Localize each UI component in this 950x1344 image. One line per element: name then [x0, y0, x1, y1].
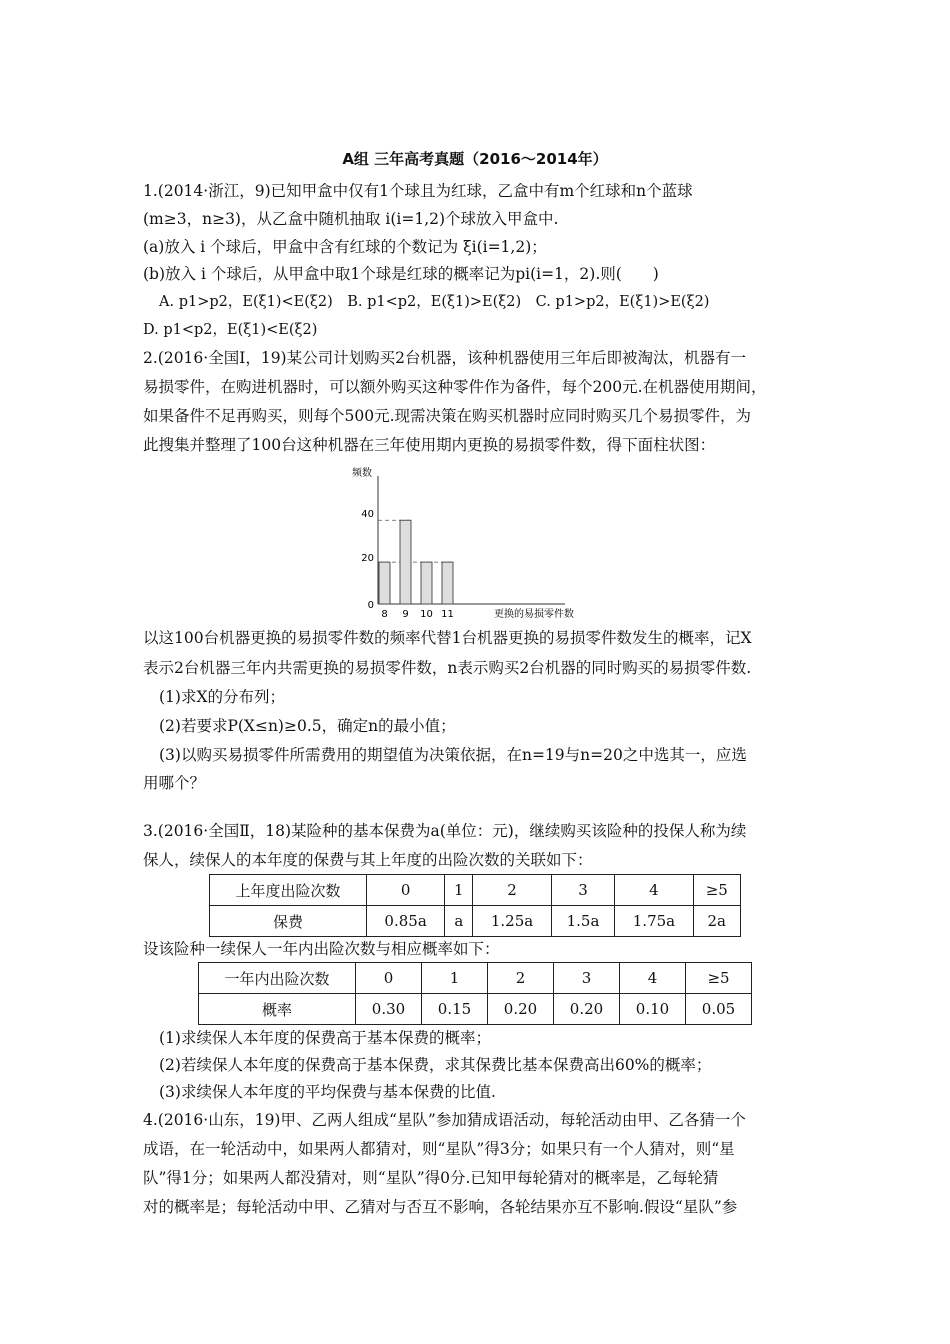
q2-sub-2: (2)若要求P(X≤n)≥0.5，确定n的最小值； — [159, 717, 456, 735]
table-cell: 0.10 — [620, 994, 686, 1025]
y-tick-0: 0 — [367, 600, 374, 611]
table-cell: 4 — [615, 875, 693, 906]
table-cell: ≥5 — [686, 963, 752, 994]
x-tick-11: 11 — [441, 609, 454, 620]
table-row — [199, 994, 752, 1025]
q2-sub-1: (1)求X的分布列； — [159, 688, 285, 706]
table-cell: 上年度出险次数 — [210, 875, 367, 906]
table-cell: 3 — [554, 963, 620, 994]
q2-sub-3-cont: 用哪个？ — [143, 774, 206, 792]
q3-mid-text: 设该险种一续保人一年内出险次数与相应概率如下： — [143, 940, 500, 958]
x-tick-8: 8 — [381, 609, 388, 620]
x-axis-label: 更换的易损零件数 — [494, 609, 574, 620]
table-cell: 保费 — [210, 906, 367, 937]
x-tick-10: 10 — [420, 609, 433, 620]
table-row — [199, 963, 752, 994]
bar-9 — [400, 520, 411, 604]
bar-chart — [330, 462, 630, 624]
q1-line-4: (b)放入 i 个球后，从甲盒中取1个球是红球的概率记为pi(i=1，2).则( ) — [143, 265, 659, 283]
table-cell: a — [445, 906, 473, 937]
q1-options-abc: A. p1>p2，E(ξ1)<E(ξ2) B. p1<p2，E(ξ1)>E(ξ2) C. p1>p2，E(ξ1)>E(ξ2) — [159, 294, 710, 310]
q1-line-3: (a)放入 i 个球后，甲盒中含有红球的个数记为 ξi(i=1,2)； — [143, 238, 547, 256]
q3-line-2: 保人，续保人的本年度的保费与其上年度的出险次数的关联如下： — [143, 851, 593, 869]
table-cell: 2 — [473, 875, 551, 906]
table-cell: 0.30 — [356, 994, 422, 1025]
table-cell: 0 — [356, 963, 422, 994]
table-cell: 1.25a — [473, 906, 551, 937]
table-cell: 1.5a — [551, 906, 615, 937]
table-cell: 1 — [422, 963, 488, 994]
q4-line-3: 队”得1分；如果两人都没猜对，则“星队”得0分.已知甲每轮猜对的概率是，乙每轮猜 — [143, 1169, 719, 1187]
x-tick-9: 9 — [402, 609, 409, 620]
table-cell: ≥5 — [693, 875, 740, 906]
q2-line-3: 如果备件不足再购买，则每个500元.现需决策在购买机器时应同时购买几个易损零件，为 — [143, 407, 752, 425]
q4-line-2: 成语，在一轮活动中，如果两人都猜对，则“星队”得3分；如果只有一个人猜对，则“星 — [143, 1140, 735, 1158]
table-cell: 一年内出险次数 — [199, 963, 356, 994]
y-tick-20: 20 — [361, 553, 374, 564]
q2-line-4: 此搜集并整理了100台这种机器在三年使用期内更换的易损零件数，得下面柱状图： — [143, 436, 716, 454]
q1-line-1: 1.(2014·浙江，9)已知甲盒中仅有1个球且为红球，乙盒中有m个红球和n个蓝球 — [143, 182, 693, 200]
q2-sub-3: (3)以购买易损零件所需费用的期望值为决策依据，在n=19与n=20之中选其一，应选 — [159, 746, 747, 764]
table-cell: 0.15 — [422, 994, 488, 1025]
q3-sub-1: (1)求续保人本年度的保费高于基本保费的概率； — [159, 1029, 491, 1047]
table-cell: 0.85a — [367, 906, 445, 937]
table-row — [210, 875, 741, 906]
q1-line-2: (m≥3，n≥3)，从乙盒中随机抽取 i(i=1,2)个球放入甲盒中. — [143, 210, 559, 228]
q2-line-6: 表示2台机器三年内共需更换的易损零件数，n表示购买2台机器的同时购买的易损零件数. — [143, 659, 752, 677]
table-cell: 0.05 — [686, 994, 752, 1025]
q4-line-4: 对的概率是；每轮活动中甲、乙猜对与否互不影响，各轮结果亦互不影响.假设“星队”参 — [143, 1198, 738, 1216]
table-cell: 1 — [445, 875, 473, 906]
probability-table — [198, 962, 752, 1025]
q2-line-1: 2.(2016·全国Ⅰ，19)某公司计划购买2台机器，该种机器使用三年后即被淘汰，机器有一 — [143, 349, 746, 367]
table-cell: 1.75a — [615, 906, 693, 937]
q4-line-1: 4.(2016·山东，19)甲、乙两人组成“星队”参加猜成语活动，每轮活动由甲、乙各猜一个 — [143, 1111, 746, 1129]
table-cell: 概率 — [199, 994, 356, 1025]
premium-table — [209, 874, 741, 937]
table-cell: 4 — [620, 963, 686, 994]
table-cell: 2 — [488, 963, 554, 994]
q3-sub-3: (3)求续保人本年度的平均保费与基本保费的比值. — [159, 1083, 496, 1101]
table-cell: 2a — [693, 906, 740, 937]
table-cell: 0.20 — [554, 994, 620, 1025]
q3-line-1: 3.(2016·全国Ⅱ，18)某险种的基本保费为a(单位：元)，继续购买该险种的投保人称为续 — [143, 822, 747, 840]
bar-8 — [379, 562, 390, 604]
q3-sub-2: (2)若续保人本年度的保费高于基本保费，求其保费比基本保费高出60%的概率； — [159, 1056, 712, 1074]
bar-10 — [421, 562, 432, 604]
table-cell: 0.20 — [488, 994, 554, 1025]
table-cell: 0 — [367, 875, 445, 906]
table-cell: 3 — [551, 875, 615, 906]
q2-line-2: 易损零件，在购进机器时，可以额外购买这种零件作为备件，每个200元.在机器使用期间， — [143, 378, 767, 396]
y-axis-label: 频数 — [352, 468, 372, 479]
section-title: A组 三年高考真题（2016～2014年） — [342, 150, 608, 168]
bar-11 — [442, 562, 453, 604]
table-row — [210, 906, 741, 937]
y-tick-40: 40 — [361, 509, 374, 520]
q2-line-5: 以这100台机器更换的易损零件数的频率代替1台机器更换的易损零件数发生的概率，记X — [143, 629, 752, 647]
q1-option-d: D. p1<p2，E(ξ1)<E(ξ2) — [143, 322, 318, 338]
